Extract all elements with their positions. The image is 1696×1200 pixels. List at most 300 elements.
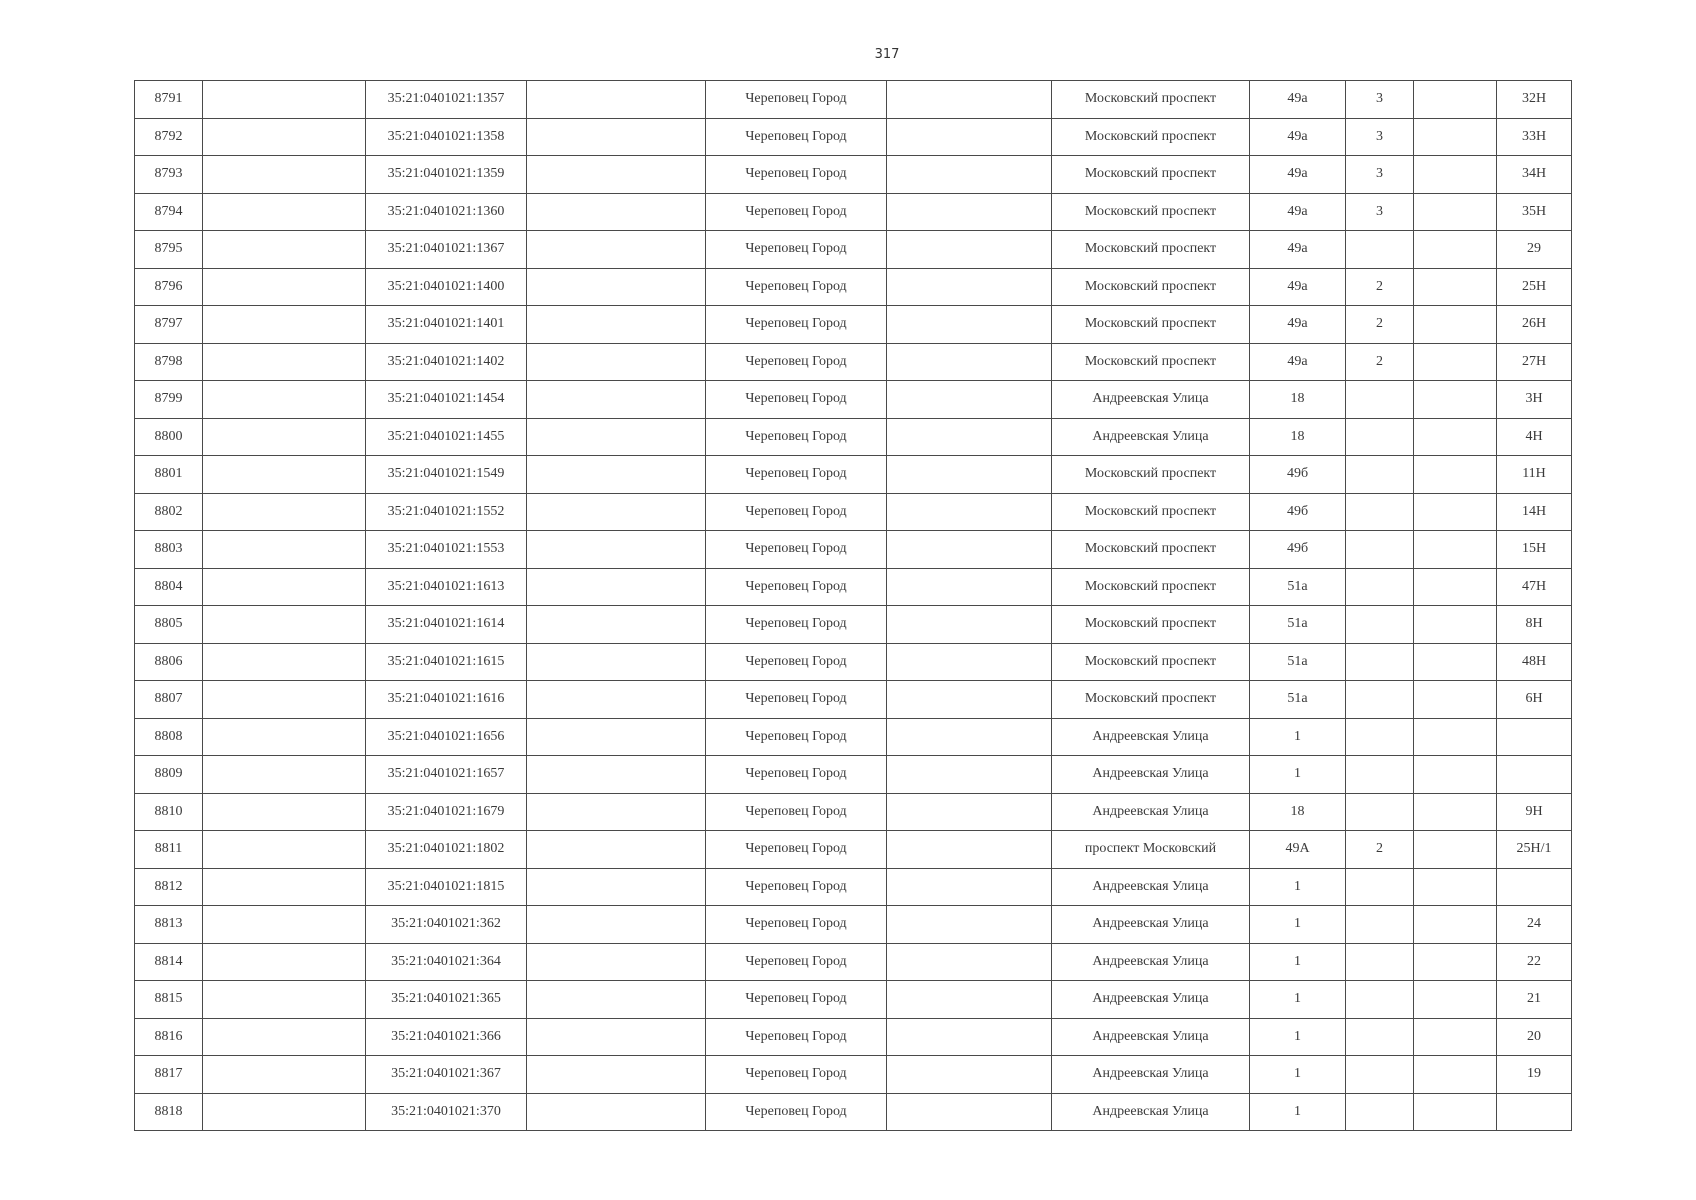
house-number-cell: 18 (1250, 381, 1346, 419)
house-number-cell: 18 (1250, 793, 1346, 831)
blank-cell (887, 381, 1052, 419)
table-row (135, 381, 1572, 419)
blank-cell (203, 793, 366, 831)
cadastral-number-cell: 35:21:0401021:1400 (366, 268, 527, 306)
house-number-cell: 51а (1250, 681, 1346, 719)
table-row (135, 906, 1572, 944)
blank-cell (887, 1018, 1052, 1056)
house-number-cell: 1 (1250, 943, 1346, 981)
blank-cell (1414, 643, 1497, 681)
blank-cell (1414, 868, 1497, 906)
floor-cell: 2 (1346, 343, 1414, 381)
blank-cell (203, 456, 366, 494)
floor-cell (1346, 568, 1414, 606)
blank-cell (203, 531, 366, 569)
locality-cell: Череповец Город (706, 756, 887, 794)
blank-cell (203, 231, 366, 269)
street-cell: Андреевская Улица (1052, 943, 1250, 981)
blank-cell (203, 306, 366, 344)
floor-cell: 2 (1346, 268, 1414, 306)
blank-cell (203, 1018, 366, 1056)
row-number-cell: 8795 (135, 231, 203, 269)
table-row (135, 156, 1572, 194)
blank-cell (887, 193, 1052, 231)
premise-number-cell: 8Н (1497, 606, 1572, 644)
table-row (135, 418, 1572, 456)
blank-cell (887, 568, 1052, 606)
locality-cell: Череповец Город (706, 306, 887, 344)
floor-cell (1346, 981, 1414, 1019)
table-row (135, 306, 1572, 344)
blank-cell (203, 1056, 366, 1094)
cadastral-number-cell: 35:21:0401021:367 (366, 1056, 527, 1094)
blank-cell (203, 118, 366, 156)
blank-cell (527, 231, 706, 269)
house-number-cell: 1 (1250, 906, 1346, 944)
cadastral-number-cell: 35:21:0401021:1613 (366, 568, 527, 606)
blank-cell (887, 306, 1052, 344)
blank-cell (527, 718, 706, 756)
locality-cell: Череповец Город (706, 1018, 887, 1056)
house-number-cell: 49а (1250, 156, 1346, 194)
blank-cell (887, 831, 1052, 869)
blank-cell (527, 156, 706, 194)
street-cell: Московский проспект (1052, 568, 1250, 606)
locality-cell: Череповец Город (706, 831, 887, 869)
cadastral-number-cell: 35:21:0401021:1802 (366, 831, 527, 869)
blank-cell (527, 493, 706, 531)
row-number-cell: 8815 (135, 981, 203, 1019)
street-cell: Московский проспект (1052, 81, 1250, 119)
blank-cell (1414, 231, 1497, 269)
row-number-cell: 8814 (135, 943, 203, 981)
locality-cell: Череповец Город (706, 456, 887, 494)
premise-number-cell: 29 (1497, 231, 1572, 269)
house-number-cell: 51а (1250, 606, 1346, 644)
blank-cell (1414, 606, 1497, 644)
premise-number-cell (1497, 756, 1572, 794)
blank-cell (887, 943, 1052, 981)
locality-cell: Череповец Город (706, 981, 887, 1019)
blank-cell (203, 643, 366, 681)
blank-cell (203, 493, 366, 531)
row-number-cell: 8809 (135, 756, 203, 794)
blank-cell (203, 718, 366, 756)
premise-number-cell: 48Н (1497, 643, 1572, 681)
cadastral-number-cell: 35:21:0401021:1549 (366, 456, 527, 494)
table-row (135, 756, 1572, 794)
blank-cell (203, 343, 366, 381)
row-number-cell: 8807 (135, 681, 203, 719)
blank-cell (1414, 793, 1497, 831)
floor-cell: 3 (1346, 156, 1414, 194)
blank-cell (203, 268, 366, 306)
house-number-cell: 1 (1250, 756, 1346, 794)
floor-cell (1346, 381, 1414, 419)
blank-cell (1414, 943, 1497, 981)
street-cell: Московский проспект (1052, 456, 1250, 494)
locality-cell: Череповец Город (706, 568, 887, 606)
row-number-cell: 8804 (135, 568, 203, 606)
blank-cell (203, 756, 366, 794)
blank-cell (527, 456, 706, 494)
table-row (135, 643, 1572, 681)
blank-cell (1414, 831, 1497, 869)
street-cell: Андреевская Улица (1052, 793, 1250, 831)
blank-cell (887, 1093, 1052, 1131)
cadastral-number-cell: 35:21:0401021:1614 (366, 606, 527, 644)
house-number-cell: 49б (1250, 456, 1346, 494)
street-cell: Андреевская Улица (1052, 1056, 1250, 1094)
premise-number-cell: 3Н (1497, 381, 1572, 419)
floor-cell (1346, 756, 1414, 794)
blank-cell (203, 1093, 366, 1131)
street-cell: Андреевская Улица (1052, 718, 1250, 756)
floor-cell (1346, 793, 1414, 831)
blank-cell (1414, 381, 1497, 419)
premise-number-cell: 6Н (1497, 681, 1572, 719)
table-row (135, 493, 1572, 531)
table-row (135, 943, 1572, 981)
row-number-cell: 8793 (135, 156, 203, 194)
cadastral-number-cell: 35:21:0401021:1552 (366, 493, 527, 531)
blank-cell (527, 531, 706, 569)
blank-cell (203, 418, 366, 456)
blank-cell (527, 1056, 706, 1094)
locality-cell: Череповец Город (706, 1056, 887, 1094)
house-number-cell: 1 (1250, 1018, 1346, 1056)
premise-number-cell: 4Н (1497, 418, 1572, 456)
house-number-cell: 1 (1250, 1056, 1346, 1094)
blank-cell (887, 718, 1052, 756)
locality-cell: Череповец Город (706, 606, 887, 644)
blank-cell (887, 793, 1052, 831)
street-cell: Московский проспект (1052, 231, 1250, 269)
blank-cell (1414, 118, 1497, 156)
row-number-cell: 8801 (135, 456, 203, 494)
locality-cell: Череповец Город (706, 193, 887, 231)
floor-cell (1346, 493, 1414, 531)
table-row (135, 118, 1572, 156)
street-cell: Андреевская Улица (1052, 1093, 1250, 1131)
cadastral-number-cell: 35:21:0401021:1357 (366, 81, 527, 119)
street-cell: Московский проспект (1052, 343, 1250, 381)
blank-cell (527, 681, 706, 719)
table-row (135, 193, 1572, 231)
house-number-cell: 49а (1250, 81, 1346, 119)
floor-cell: 2 (1346, 306, 1414, 344)
blank-cell (203, 868, 366, 906)
blank-cell (887, 268, 1052, 306)
street-cell: Московский проспект (1052, 606, 1250, 644)
premise-number-cell: 27Н (1497, 343, 1572, 381)
blank-cell (527, 1018, 706, 1056)
blank-cell (527, 868, 706, 906)
street-cell: Андреевская Улица (1052, 906, 1250, 944)
street-cell: Московский проспект (1052, 531, 1250, 569)
street-cell: Московский проспект (1052, 493, 1250, 531)
blank-cell (1414, 718, 1497, 756)
cadastral-number-cell: 35:21:0401021:1679 (366, 793, 527, 831)
table-row (135, 231, 1572, 269)
premise-number-cell: 22 (1497, 943, 1572, 981)
house-number-cell: 49а (1250, 118, 1346, 156)
premise-number-cell: 25Н (1497, 268, 1572, 306)
blank-cell (1414, 1056, 1497, 1094)
row-number-cell: 8792 (135, 118, 203, 156)
table-row (135, 793, 1572, 831)
blank-cell (887, 343, 1052, 381)
blank-cell (887, 681, 1052, 719)
blank-cell (1414, 268, 1497, 306)
table-row (135, 268, 1572, 306)
locality-cell: Череповец Город (706, 418, 887, 456)
premise-number-cell (1497, 868, 1572, 906)
blank-cell (887, 756, 1052, 794)
blank-cell (203, 156, 366, 194)
floor-cell (1346, 1018, 1414, 1056)
row-number-cell: 8810 (135, 793, 203, 831)
house-number-cell: 49б (1250, 493, 1346, 531)
floor-cell (1346, 868, 1414, 906)
cadastral-number-cell: 35:21:0401021:366 (366, 1018, 527, 1056)
blank-cell (203, 381, 366, 419)
cadastral-number-cell: 35:21:0401021:364 (366, 943, 527, 981)
cadastral-number-cell: 35:21:0401021:1616 (366, 681, 527, 719)
floor-cell (1346, 643, 1414, 681)
blank-cell (887, 118, 1052, 156)
table-row (135, 606, 1572, 644)
blank-cell (887, 231, 1052, 269)
house-number-cell: 1 (1250, 1093, 1346, 1131)
blank-cell (887, 418, 1052, 456)
blank-cell (203, 906, 366, 944)
row-number-cell: 8811 (135, 831, 203, 869)
blank-cell (203, 943, 366, 981)
locality-cell: Череповец Город (706, 531, 887, 569)
locality-cell: Череповец Город (706, 793, 887, 831)
locality-cell: Череповец Город (706, 718, 887, 756)
blank-cell (887, 981, 1052, 1019)
row-number-cell: 8796 (135, 268, 203, 306)
street-cell: Андреевская Улица (1052, 868, 1250, 906)
locality-cell: Череповец Город (706, 343, 887, 381)
premise-number-cell: 47Н (1497, 568, 1572, 606)
blank-cell (203, 831, 366, 869)
row-number-cell: 8803 (135, 531, 203, 569)
row-number-cell: 8808 (135, 718, 203, 756)
blank-cell (203, 681, 366, 719)
cadastral-number-cell: 35:21:0401021:370 (366, 1093, 527, 1131)
table-row (135, 1018, 1572, 1056)
row-number-cell: 8806 (135, 643, 203, 681)
street-cell: проспект Московский (1052, 831, 1250, 869)
cadastral-number-cell: 35:21:0401021:1553 (366, 531, 527, 569)
premise-number-cell: 32Н (1497, 81, 1572, 119)
locality-cell: Череповец Город (706, 868, 887, 906)
locality-cell: Череповец Город (706, 268, 887, 306)
cadastral-number-cell: 35:21:0401021:1815 (366, 868, 527, 906)
blank-cell (1414, 493, 1497, 531)
property-registry-table (134, 80, 1572, 1131)
blank-cell (887, 456, 1052, 494)
house-number-cell: 51а (1250, 568, 1346, 606)
blank-cell (1414, 756, 1497, 794)
house-number-cell: 49а (1250, 193, 1346, 231)
table-row (135, 681, 1572, 719)
floor-cell (1346, 531, 1414, 569)
house-number-cell: 1 (1250, 981, 1346, 1019)
premise-number-cell: 20 (1497, 1018, 1572, 1056)
locality-cell: Череповец Город (706, 1093, 887, 1131)
blank-cell (527, 306, 706, 344)
locality-cell: Череповец Город (706, 231, 887, 269)
cadastral-number-cell: 35:21:0401021:1402 (366, 343, 527, 381)
table-row (135, 531, 1572, 569)
row-number-cell: 8799 (135, 381, 203, 419)
table-body (135, 81, 1572, 1131)
floor-cell (1346, 456, 1414, 494)
row-number-cell: 8798 (135, 343, 203, 381)
cadastral-number-cell: 35:21:0401021:1367 (366, 231, 527, 269)
cadastral-number-cell: 35:21:0401021:1455 (366, 418, 527, 456)
house-number-cell: 49а (1250, 343, 1346, 381)
blank-cell (887, 81, 1052, 119)
street-cell: Московский проспект (1052, 193, 1250, 231)
blank-cell (1414, 193, 1497, 231)
row-number-cell: 8805 (135, 606, 203, 644)
cadastral-number-cell: 35:21:0401021:362 (366, 906, 527, 944)
locality-cell: Череповец Город (706, 493, 887, 531)
blank-cell (527, 756, 706, 794)
street-cell: Московский проспект (1052, 118, 1250, 156)
floor-cell: 2 (1346, 831, 1414, 869)
row-number-cell: 8813 (135, 906, 203, 944)
blank-cell (887, 493, 1052, 531)
house-number-cell: 1 (1250, 868, 1346, 906)
blank-cell (887, 643, 1052, 681)
house-number-cell: 49б (1250, 531, 1346, 569)
floor-cell (1346, 418, 1414, 456)
floor-cell: 3 (1346, 81, 1414, 119)
locality-cell: Череповец Город (706, 118, 887, 156)
floor-cell (1346, 1056, 1414, 1094)
street-cell: Андреевская Улица (1052, 981, 1250, 1019)
table-row (135, 1056, 1572, 1094)
floor-cell (1346, 718, 1414, 756)
blank-cell (203, 606, 366, 644)
premise-number-cell: 26Н (1497, 306, 1572, 344)
blank-cell (527, 643, 706, 681)
blank-cell (527, 381, 706, 419)
house-number-cell: 49а (1250, 306, 1346, 344)
blank-cell (1414, 681, 1497, 719)
premise-number-cell (1497, 1093, 1572, 1131)
row-number-cell: 8791 (135, 81, 203, 119)
cadastral-number-cell: 35:21:0401021:365 (366, 981, 527, 1019)
table-row (135, 868, 1572, 906)
blank-cell (527, 268, 706, 306)
blank-cell (527, 981, 706, 1019)
premise-number-cell: 14Н (1497, 493, 1572, 531)
blank-cell (887, 906, 1052, 944)
blank-cell (527, 343, 706, 381)
premise-number-cell: 9Н (1497, 793, 1572, 831)
street-cell: Андреевская Улица (1052, 1018, 1250, 1056)
locality-cell: Череповец Город (706, 906, 887, 944)
blank-cell (203, 981, 366, 1019)
house-number-cell: 49А (1250, 831, 1346, 869)
locality-cell: Череповец Город (706, 681, 887, 719)
blank-cell (1414, 1093, 1497, 1131)
table-row (135, 81, 1572, 119)
table-row (135, 981, 1572, 1019)
street-cell: Московский проспект (1052, 643, 1250, 681)
street-cell: Московский проспект (1052, 268, 1250, 306)
premise-number-cell: 21 (1497, 981, 1572, 1019)
floor-cell (1346, 681, 1414, 719)
floor-cell (1346, 606, 1414, 644)
street-cell: Московский проспект (1052, 306, 1250, 344)
blank-cell (527, 418, 706, 456)
blank-cell (527, 943, 706, 981)
cadastral-number-cell: 35:21:0401021:1359 (366, 156, 527, 194)
row-number-cell: 8818 (135, 1093, 203, 1131)
table-row (135, 718, 1572, 756)
premise-number-cell: 24 (1497, 906, 1572, 944)
row-number-cell: 8800 (135, 418, 203, 456)
floor-cell (1346, 906, 1414, 944)
cadastral-number-cell: 35:21:0401021:1358 (366, 118, 527, 156)
premise-number-cell: 33Н (1497, 118, 1572, 156)
blank-cell (887, 1056, 1052, 1094)
page-number: 317 (874, 47, 900, 62)
floor-cell (1346, 943, 1414, 981)
house-number-cell: 49а (1250, 231, 1346, 269)
premise-number-cell: 15Н (1497, 531, 1572, 569)
blank-cell (1414, 81, 1497, 119)
street-cell: Андреевская Улица (1052, 381, 1250, 419)
blank-cell (887, 531, 1052, 569)
blank-cell (527, 568, 706, 606)
table-row (135, 568, 1572, 606)
premise-number-cell: 35Н (1497, 193, 1572, 231)
blank-cell (527, 193, 706, 231)
locality-cell: Череповец Город (706, 156, 887, 194)
house-number-cell: 49а (1250, 268, 1346, 306)
floor-cell (1346, 231, 1414, 269)
cadastral-number-cell: 35:21:0401021:1454 (366, 381, 527, 419)
row-number-cell: 8794 (135, 193, 203, 231)
house-number-cell: 1 (1250, 718, 1346, 756)
row-number-cell: 8816 (135, 1018, 203, 1056)
blank-cell (887, 156, 1052, 194)
blank-cell (527, 1093, 706, 1131)
cadastral-number-cell: 35:21:0401021:1401 (366, 306, 527, 344)
street-cell: Московский проспект (1052, 156, 1250, 194)
premise-number-cell: 34Н (1497, 156, 1572, 194)
table-row (135, 456, 1572, 494)
cadastral-number-cell: 35:21:0401021:1360 (366, 193, 527, 231)
blank-cell (203, 193, 366, 231)
blank-cell (203, 81, 366, 119)
floor-cell: 3 (1346, 118, 1414, 156)
premise-number-cell: 25Н/1 (1497, 831, 1572, 869)
blank-cell (1414, 1018, 1497, 1056)
blank-cell (527, 831, 706, 869)
street-cell: Московский проспект (1052, 681, 1250, 719)
street-cell: Андреевская Улица (1052, 756, 1250, 794)
